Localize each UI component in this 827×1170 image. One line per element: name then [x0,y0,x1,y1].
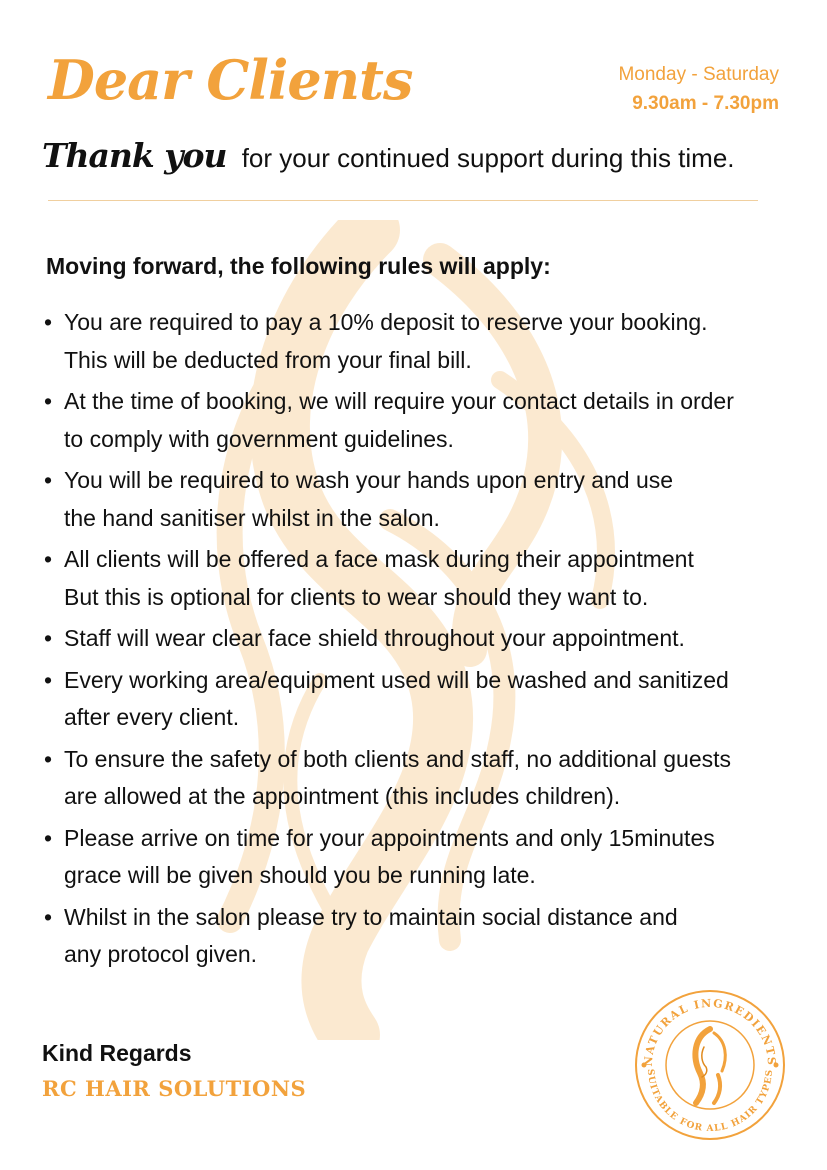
bullet: • [44,625,53,651]
bullet: • [44,467,53,493]
thanks-text: for your continued support during this time. [241,143,735,173]
rule-line-1: You will be required to wash your hands upon entry and use [64,467,674,493]
bullet: • [44,824,53,851]
divider [48,200,758,201]
rule-line-1: Staff will wear clear face shield throughout your appointment. [64,625,685,651]
bullet: • [44,546,53,572]
rule-item [44,383,804,458]
company-name: RC HAIR SOLUTIONS [42,1076,307,1101]
rule-item [44,899,804,974]
opening-hours [618,60,779,118]
rule-line-2: are allowed at the appointment (this includes children). [64,783,621,809]
rule-line-2: the hand sanitiser whilst in the salon. [64,504,440,531]
rule-line-1: At the time of booking, we will require your contact details in order [64,388,734,414]
rule-item [44,541,804,616]
rule-item [44,304,804,379]
rule-line-1: Whilst in the salon please try to maintain social distance and [64,903,678,930]
rule-line-2: to comply with government guidelines. [64,425,454,452]
rule-line-2: This will be deducted from your final bill. [64,346,472,373]
rule-line-1: You are required to pay a 10% deposit to reserve your booking. [64,309,708,335]
rule-line-1: Every working area/equipment used will be washed and sanitized [64,666,729,693]
thanks-script: Thank you [42,136,227,175]
rule-line-2: any protocol given. [64,941,258,967]
bullet: • [44,309,53,335]
woman-hair-silhouette-icon [695,1029,725,1103]
rules-intro: Moving forward, the following rules will apply: [46,253,551,279]
signoff: Kind Regards [42,1040,192,1066]
rule-line-1: Please arrive on time for your appointments and only 15minutes [64,824,715,851]
rule-item [44,462,804,537]
thanks-line [42,136,735,175]
opening-days: Monday - Saturday [618,64,779,85]
natural-ingredients-seal [630,985,790,1145]
rule-item [44,820,804,895]
bullet: • [44,388,53,414]
bullet: • [44,666,53,693]
rule-item [44,620,804,658]
seal-top-text: NATURAL INGREDIENTS [641,996,779,1067]
rule-item [44,662,804,737]
rules-list [44,304,804,978]
rule-line-1: To ensure the safety of both clients and staff, no additional guests [64,745,732,772]
rule-line-2: grace will be given should you be running late. [64,862,536,888]
bullet: • [44,903,53,930]
rule-line-2: But this is optional for clients to wear should they want to. [64,583,649,610]
opening-time: 9.30am - 7.30pm [632,93,779,114]
seal-bottom-text: SUITABLE FOR ALL HAIR TYPES [644,1068,776,1135]
rule-item [44,741,804,816]
rule-line-1: All clients will be offered a face mask during their appointment [64,546,694,572]
page-heading: Dear Clients [48,48,413,112]
bullet: • [44,745,53,772]
rule-line-2: after every client. [64,704,240,730]
